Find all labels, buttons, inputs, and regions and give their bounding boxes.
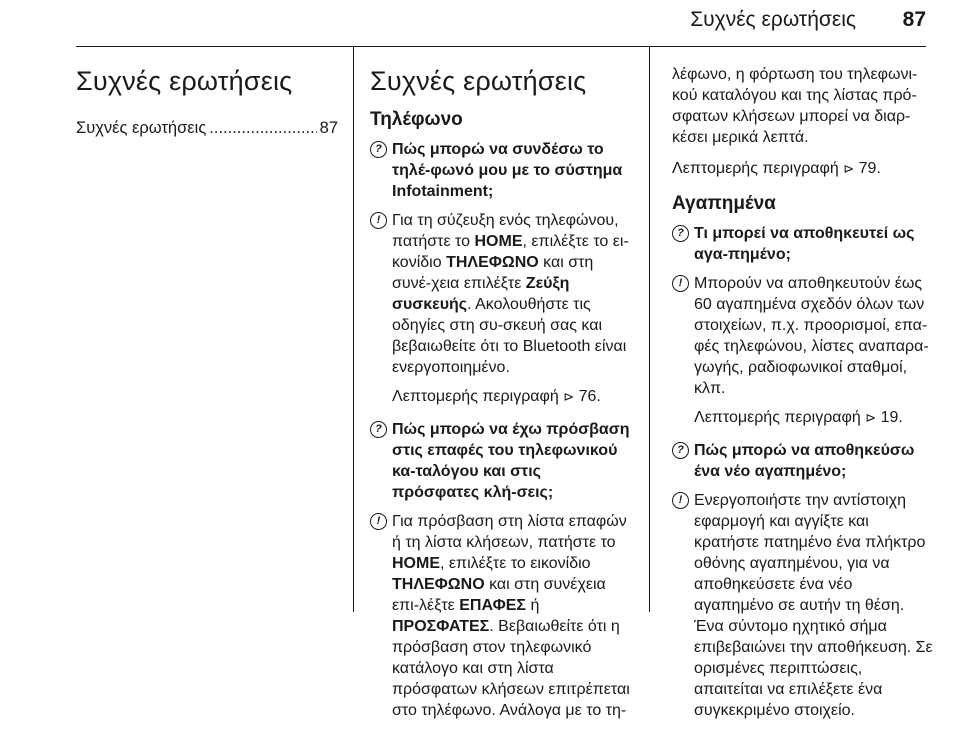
answer-icon: ! bbox=[672, 492, 689, 509]
answer-text: Μπορούν να αποθηκευτούν έως 60 αγαπημένα σχεδόν όλων των στοιχείων, π.χ. προορισμοί, επα-φές τηλεφώνου, λίστες αναπαρα-γωγής, ραδιοφωνικοί σταθμοί, κλπ. bbox=[694, 275, 929, 397]
header-rule bbox=[76, 46, 926, 47]
reference-text: Λεπτομερής περιγραφή bbox=[392, 388, 564, 405]
arrow-icon: ⊳ bbox=[563, 389, 575, 404]
answer-text: και στη συνέ-χεια επιλέξτε bbox=[392, 254, 594, 292]
column-divider-1 bbox=[353, 47, 354, 612]
column-divider-2 bbox=[649, 47, 650, 612]
answer-keyword: ΤΗΛΕΦΩΝΟ bbox=[446, 254, 539, 271]
question-item bbox=[370, 419, 632, 503]
reference-page: 76 bbox=[578, 388, 597, 405]
question-icon: ? bbox=[672, 225, 689, 242]
reference-page: 79 bbox=[858, 160, 877, 177]
reference-link[interactable]: Λεπτομερής περιγραφή ⊳ 19. bbox=[694, 409, 903, 426]
toc-entry[interactable] bbox=[76, 117, 338, 139]
answer-icon: ! bbox=[672, 275, 689, 292]
answer-text: και στη συνέχεια επι-λέξτε bbox=[392, 576, 606, 614]
question-icon: ? bbox=[370, 141, 387, 158]
answer-text: ή bbox=[526, 597, 540, 614]
arrow-icon: ⊳ bbox=[865, 410, 877, 425]
question-text: Πώς μπορώ να αποθηκεύσω ένα νέο αγαπημένο; bbox=[694, 442, 915, 480]
reference-link[interactable]: Λεπτομερής περιγραφή ⊳ 76. bbox=[392, 388, 601, 405]
answer-text: , επιλέξτε το ει-κονίδιο bbox=[392, 233, 629, 271]
answer-keyword: ΠΡΟΣΦΑΤΕΣ bbox=[392, 618, 490, 635]
page-number: 87 bbox=[902, 8, 926, 31]
reference-link[interactable]: Λεπτομερής περιγραφή ⊳ 79. bbox=[672, 160, 881, 177]
question-item bbox=[370, 139, 632, 202]
toc-dots bbox=[209, 117, 316, 139]
answer-continuation: λέφωνο, η φόρτωση του τηλεφωνι-κού καταλόγου και της λίστας πρό-σφατων κλήσεων μπορεί να διαρ-κέσει μερικά λεπτά. bbox=[672, 66, 918, 146]
answer-item bbox=[672, 273, 934, 399]
answer-keyword: ΤΗΛΕΦΩΝΟ bbox=[392, 576, 485, 593]
answer-text: Ενεργοποιήστε την αντίστοιχη εφαρμογή και αγγίξτε και κρατήστε πατημένο ένα πλήκτρο οθόνης αγαπημένου, για να αποθηκεύσετε ένα νέο αγαπημένο σε αυτήν τη θέση. Ένα σύντομο ηχητικό σήμα επιβεβαιώνει την αποθήκευση. Σε ορισμένες περιπτώσεις, απαιτείται να επιλέξετε ένα συγκεκριμένο στοιχείο. bbox=[694, 492, 933, 719]
answer-keyword: HOME bbox=[474, 233, 523, 250]
answer-text: . Ακολουθήστε τις οδηγίες στη συ-σκευή σας και βεβαιωθείτε ότι το Bluetooth είναι ενεργοποιημένο. bbox=[392, 296, 627, 376]
answer-item bbox=[370, 210, 632, 378]
answer-item bbox=[370, 511, 632, 721]
reference-text: Λεπτομερής περιγραφή bbox=[694, 409, 866, 426]
answer-item bbox=[672, 490, 934, 721]
question-item bbox=[672, 440, 934, 482]
answer-icon: ! bbox=[370, 212, 387, 229]
arrow-icon: ⊳ bbox=[843, 161, 855, 176]
answer-text: , επιλέξτε το εικονίδιο bbox=[440, 555, 591, 572]
answer-text: . Βεβαιωθείτε ότι η πρόσβαση στον τηλεφωνικό κατάλογο και στη λίστα πρόσφατων κλήσεων επιτρέπεται στο τηλέφωνο. Ανάλογα με το τη- bbox=[392, 618, 630, 719]
question-text: Τι μπορεί να αποθηκευτεί ως αγα-πημένο; bbox=[694, 225, 915, 263]
toc-chapter-title: Συχνές ερωτήσεις bbox=[76, 66, 293, 96]
answer-keyword: Ζεύξη συσκευής bbox=[392, 275, 570, 313]
toc-column bbox=[76, 50, 338, 139]
question-icon: ? bbox=[370, 421, 387, 438]
answer-keyword: HOME bbox=[392, 555, 440, 572]
toc-entry-label: Συχνές ερωτήσεις bbox=[76, 119, 207, 137]
question-icon: ? bbox=[672, 442, 689, 459]
page-header-title: Συχνές ερωτήσεις bbox=[690, 8, 856, 31]
question-item bbox=[672, 223, 934, 265]
answer-icon: ! bbox=[370, 513, 387, 530]
section-title-phone: Τηλέφωνο bbox=[370, 109, 463, 130]
answer-text: Για τη σύζευξη ενός τηλεφώνου, πατήστε το bbox=[392, 212, 619, 250]
section-title-favourites: Αγαπημένα bbox=[672, 193, 776, 214]
reference-page: 19 bbox=[880, 409, 899, 426]
content-column-1 bbox=[370, 50, 632, 729]
question-text: Πώς μπορώ να συνδέσω το τηλέ-φωνό μου με το σύστημα Infotainment; bbox=[392, 141, 623, 200]
chapter-title: Συχνές ερωτήσεις bbox=[370, 66, 587, 96]
toc-entry-page: 87 bbox=[319, 119, 338, 137]
answer-keyword: ΕΠΑΦΕΣ bbox=[459, 597, 527, 614]
reference-text: Λεπτομερής περιγραφή bbox=[672, 160, 844, 177]
content-column-2 bbox=[672, 64, 934, 729]
answer-text: Για πρόσβαση στη λίστα επαφών ή τη λίστα κλήσεων, πατήστε το bbox=[392, 513, 627, 551]
question-text: Πώς μπορώ να έχω πρόσβαση στις επαφές του τηλεφωνικού κα-ταλόγου και στις πρόσφατες κλή-σεις; bbox=[392, 421, 630, 501]
